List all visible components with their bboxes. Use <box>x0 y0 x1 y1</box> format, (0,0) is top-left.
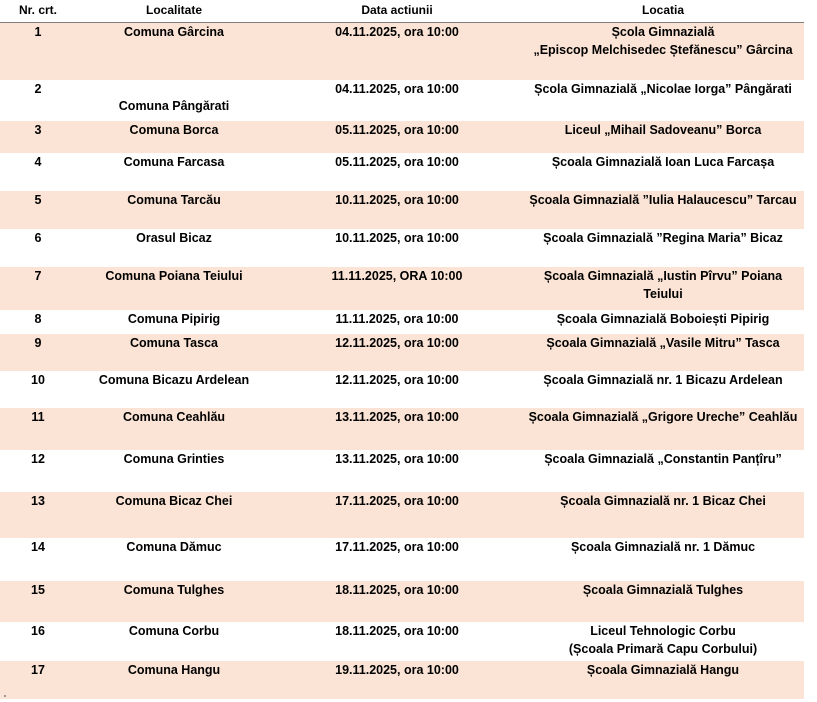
row-data: 05.11.2025, ora 10:00 <box>335 155 459 169</box>
row-data: 11.11.2025, ORA 10:00 <box>331 269 463 283</box>
table-row <box>0 538 804 581</box>
locatia-line: Școala Gimnazială „Vasile Mitru” Tasca <box>546 336 780 350</box>
row-data: 04.11.2025, ora 10:00 <box>335 82 459 96</box>
row-locatia <box>522 80 804 98</box>
row-localitate: Orasul Bicaz <box>136 231 212 245</box>
header-locatia: Locatia <box>641 3 684 17</box>
row-localitate: Comuna Borca <box>129 123 219 137</box>
row-number: 14 <box>31 540 45 554</box>
row-number: 8 <box>34 312 42 326</box>
row-number: 6 <box>34 231 42 245</box>
table-row <box>0 408 804 450</box>
row-localitate: Comuna Hangu <box>127 663 221 677</box>
row-data: 17.11.2025, ora 10:00 <box>335 494 459 508</box>
table-row <box>0 229 804 267</box>
row-data: 17.11.2025, ora 10:00 <box>335 540 459 554</box>
locatia-line: Școala Gimnazială nr. 1 Bicazu Ardelean <box>543 373 783 387</box>
table-row <box>0 267 804 310</box>
locatia-line: Liceul „Mihail Sadoveanu” Borca <box>564 123 762 137</box>
row-data: 10.11.2025, ora 10:00 <box>335 231 459 245</box>
row-locatia <box>522 622 804 658</box>
row-data: 18.11.2025, ora 10:00 <box>335 624 459 638</box>
locatia-line: Liceul Tehnologic Corbu <box>590 624 736 638</box>
locatia-line: Școala Gimnazială nr. 1 Dămuc <box>570 540 756 554</box>
row-number: 11 <box>31 410 45 424</box>
table-row <box>0 310 804 334</box>
row-locatia <box>522 538 804 556</box>
row-number: 5 <box>34 193 42 207</box>
row-number: 4 <box>34 155 42 169</box>
locatia-line: „Episcop Melchisedec Ștefănescu” Gârcina <box>533 43 793 57</box>
locatia-line: Școala Gimnazială „Grigore Ureche” Ceahlău <box>528 410 798 424</box>
row-data: 10.11.2025, ora 10:00 <box>335 193 459 207</box>
row-localitate: Comuna Gârcina <box>123 25 225 39</box>
row-data: 11.11.2025, ora 10:00 <box>335 312 459 326</box>
row-localitate: Comuna Poiana Teiului <box>105 269 243 283</box>
row-data: 18.11.2025, ora 10:00 <box>335 583 459 597</box>
table-row <box>0 581 804 622</box>
row-locatia <box>522 450 804 468</box>
table-row <box>0 153 804 191</box>
row-localitate: Comuna Pipirig <box>127 312 221 326</box>
row-locatia <box>522 229 804 247</box>
locatia-line: Școala Gimnazială ”Regina Maria” Bicaz <box>543 231 783 245</box>
locatia-line: Școala Gimnazială ”Iulia Halaucescu” Tarcau <box>529 193 797 207</box>
table-row <box>0 492 804 538</box>
row-number: 13 <box>31 494 45 508</box>
row-locatia <box>522 153 804 171</box>
row-data: 13.11.2025, ora 10:00 <box>335 410 459 424</box>
table-row <box>0 450 804 492</box>
row-locatia <box>522 661 804 679</box>
row-localitate: Comuna Farcasa <box>123 155 225 169</box>
locatia-line: Teiului <box>643 287 683 301</box>
locatia-line: Școala Gimnazială „Iustin Pîrvu” Poiana <box>543 269 783 283</box>
header-nr: Nr. crt. <box>18 3 57 17</box>
row-locatia <box>522 371 804 389</box>
table-row <box>0 661 804 699</box>
row-number: 17 <box>31 663 45 677</box>
row-data: 13.11.2025, ora 10:00 <box>335 452 459 466</box>
locatia-line: Școala Gimnazială Ioan Luca Farcașa <box>551 155 775 169</box>
table-row <box>0 191 804 229</box>
page-marker <box>4 695 6 697</box>
row-locatia <box>522 334 804 352</box>
row-data: 04.11.2025, ora 10:00 <box>335 25 459 39</box>
row-locatia <box>522 23 804 59</box>
row-locatia <box>522 191 804 209</box>
row-data: 19.11.2025, ora 10:00 <box>335 663 459 677</box>
table-row <box>0 121 804 153</box>
row-number: 3 <box>34 123 42 137</box>
row-localitate: Comuna Corbu <box>128 624 220 638</box>
locatia-line: Școla Gimnazială „Nicolae Iorga” Pângărati <box>534 82 792 96</box>
row-number: 2 <box>34 82 42 96</box>
row-localitate: Comuna Dămuc <box>126 540 222 554</box>
row-locatia <box>522 267 804 303</box>
locatia-line: Școala Gimnazială Hangu <box>586 663 740 677</box>
table-row <box>0 622 804 661</box>
row-locatia <box>522 492 804 510</box>
locatia-line: Școala Gimnazială Boboiești Pipirig <box>556 312 770 326</box>
locatia-line: Școala Gimnazială nr. 1 Bicaz Chei <box>560 494 766 508</box>
table-row <box>0 80 804 121</box>
row-number: 16 <box>31 624 45 638</box>
header-data: Data actiunii <box>361 3 433 17</box>
row-localitate: Comuna Pângărati <box>118 99 230 113</box>
table-row <box>0 371 804 408</box>
row-locatia <box>522 408 804 426</box>
row-data: 12.11.2025, ora 10:00 <box>335 336 459 350</box>
header-localitate: Localitate <box>145 3 202 17</box>
row-localitate: Comuna Bicaz Chei <box>115 494 233 508</box>
table-row <box>0 23 804 80</box>
row-number: 12 <box>31 452 45 466</box>
row-number: 1 <box>34 25 42 39</box>
row-localitate: Comuna Bicazu Ardelean <box>98 373 250 387</box>
locatia-line: Școala Gimnazială „Constantin Panțîru” <box>544 452 782 466</box>
row-number: 7 <box>34 269 42 283</box>
row-locatia <box>522 581 804 599</box>
row-number: 10 <box>31 373 45 387</box>
row-localitate: Comuna Tarcău <box>127 193 221 207</box>
row-localitate: Comuna Ceahlău <box>122 410 226 424</box>
row-localitate: Comuna Grinties <box>123 452 225 466</box>
locatia-line: Școala Gimnazială Tulghes <box>582 583 744 597</box>
row-locatia <box>522 310 804 328</box>
row-localitate: Comuna Tulghes <box>123 583 225 597</box>
row-number: 9 <box>34 336 42 350</box>
locatia-line: Școla Gimnazială <box>611 25 715 39</box>
row-data: 05.11.2025, ora 10:00 <box>335 123 459 137</box>
row-number: 15 <box>31 583 45 597</box>
row-data: 12.11.2025, ora 10:00 <box>335 373 459 387</box>
locatia-line: (Școala Primară Capu Corbului) <box>568 642 758 656</box>
table-row <box>0 334 804 371</box>
row-localitate: Comuna Tasca <box>130 336 218 350</box>
row-locatia <box>522 121 804 139</box>
